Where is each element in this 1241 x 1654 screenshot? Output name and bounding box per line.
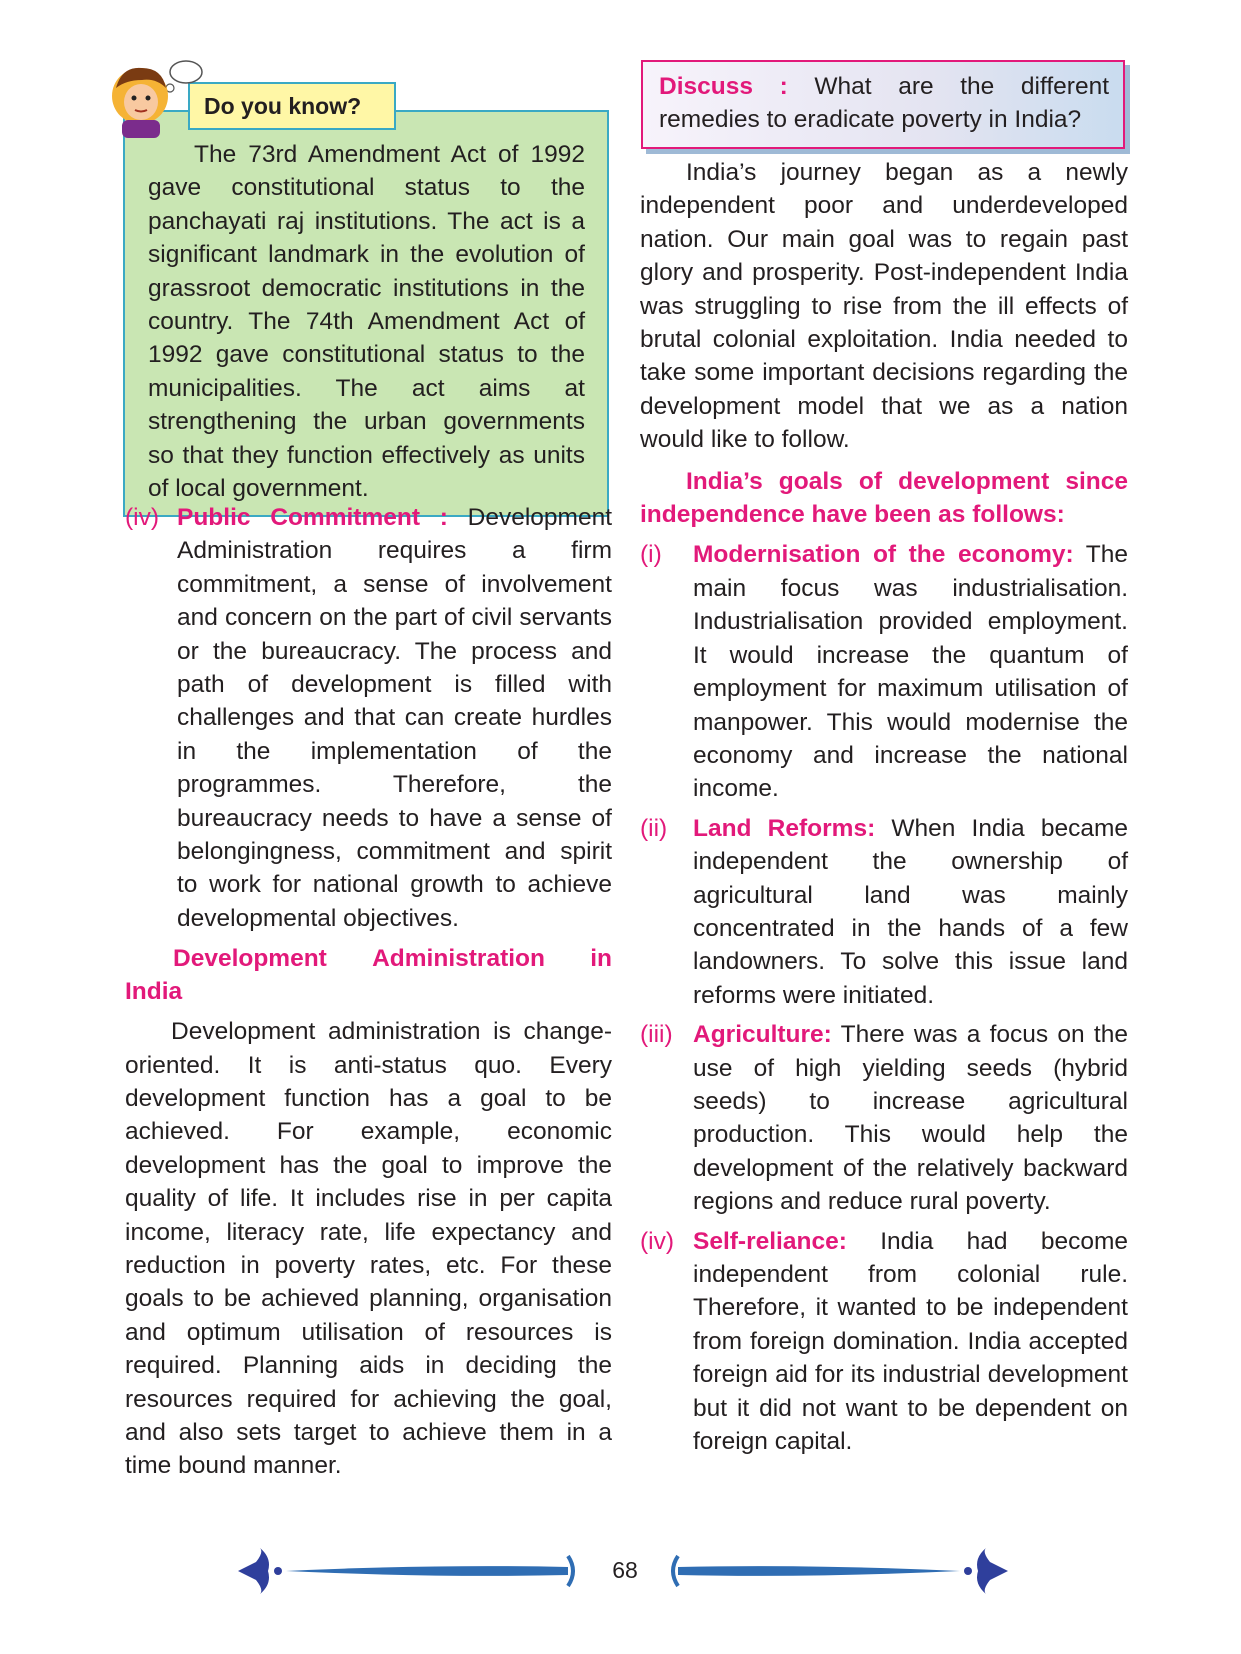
- goals-heading: India’s goals of development since independence have been as follows:: [640, 467, 1128, 529]
- section-heading-india: India: [125, 977, 183, 1005]
- list-item-public-commitment: [125, 501, 612, 935]
- list-item-title: Self-reliance:: [693, 1227, 847, 1255]
- list-item-modernisation: [640, 538, 1128, 805]
- list-item-text: There was a focus on the use of high yielding seeds (hybrid seeds) to increase agricultural production. This would help the development of the relatively backward regions and reduce rural poverty.: [693, 1021, 1128, 1216]
- list-item-agriculture: [640, 1018, 1128, 1218]
- section-heading-development-admin: Development Administration in: [173, 945, 612, 973]
- intro-paragraph: India’s journey began as a newly independent poor and underdeveloped nation. Our main goal was to regain past glory and prosperity. Post-independent India was struggling to rise from the ill effects of brutal colonial exploitation. India needed to take some important decisions regarding the development model that we as a nation would like to follow.: [640, 159, 1128, 454]
- list-item-title: Agriculture:: [693, 1021, 832, 1049]
- list-item-title: Land Reforms:: [693, 814, 876, 842]
- do-you-know-text: The 73rd Amendment Act of 1992 gave constitutional status to the panchayati raj institutions. The act is a significant landmark in the evolution of grassroot democratic institutions in the country. The 74th Amendment Act of 1992 gave constitutional status to the municipalities. The act aims at strengthening the urban governments so that they function effectively as units of local government.: [148, 141, 585, 503]
- discuss-box: [641, 60, 1125, 149]
- discuss-label: Discuss :: [659, 73, 788, 100]
- list-item-number: (iii): [640, 1021, 673, 1049]
- list-item-number: (i): [640, 541, 662, 569]
- list-item-text: The main focus was industrialisation. Industrialisation provided employment. It would increase the quantum of employment for maximum utilisation of manpower. This would modernise the economy and increase the national income.: [693, 541, 1128, 803]
- list-item-text: India had become independent from colonial rule. Therefore, it wanted to be independent from foreign domination. India accepted foreign aid for its industrial development but it did not want to be dependent on foreign capital.: [693, 1227, 1129, 1456]
- thinking-boy-icon: [108, 58, 212, 138]
- list-item-text: When India became independent the ownership of agricultural land was mainly concentrated in the hands of a few landowners. To solve this issue land reforms were initiated.: [693, 814, 1128, 1009]
- list-item-title: Public Commitment :: [177, 504, 448, 531]
- list-item-number: (ii): [640, 814, 668, 842]
- list-item-number: (iv): [125, 504, 160, 531]
- do-you-know-label: Do you know?: [188, 82, 396, 130]
- discuss-text: What are the different remedies to eradicate poverty in India?: [659, 73, 1110, 134]
- list-item-title: Modernisation of the economy:: [693, 541, 1074, 569]
- right-column: [640, 156, 1128, 1458]
- list-item-self-reliance: [640, 1225, 1128, 1459]
- page-number: 68: [612, 1557, 638, 1583]
- left-column: [125, 501, 612, 1483]
- list-item-land-reforms: [640, 812, 1128, 1012]
- development-admin-paragraph: Development administration is change-oriented. It is anti-status quo. Every development function has a goal to be achieved. For example, economic development has the goal to improve the quality of life. It includes rise in per capita income, literacy rate, life expectancy and reduction in poverty rates, etc. For these goals to be achieved planning, organisation and optimum utilisation of resources is required. Planning aids in deciding the resources required for achieving the goal, and also sets target to achieve them in a time bound manner.: [125, 1018, 612, 1480]
- list-item-number: (iv): [640, 1227, 675, 1255]
- list-item-text: Development Administration requires a firm commitment, a sense of involvement and concern on the part of civil servants or the bureaucracy. The process and path of development is filled with challenges and that can create hurdles in the implementation of the programmes. Therefore, the bureaucracy needs to have a sense of belongingness, commitment and spirit to work for national growth to achieve developmental objectives.: [177, 504, 612, 932]
